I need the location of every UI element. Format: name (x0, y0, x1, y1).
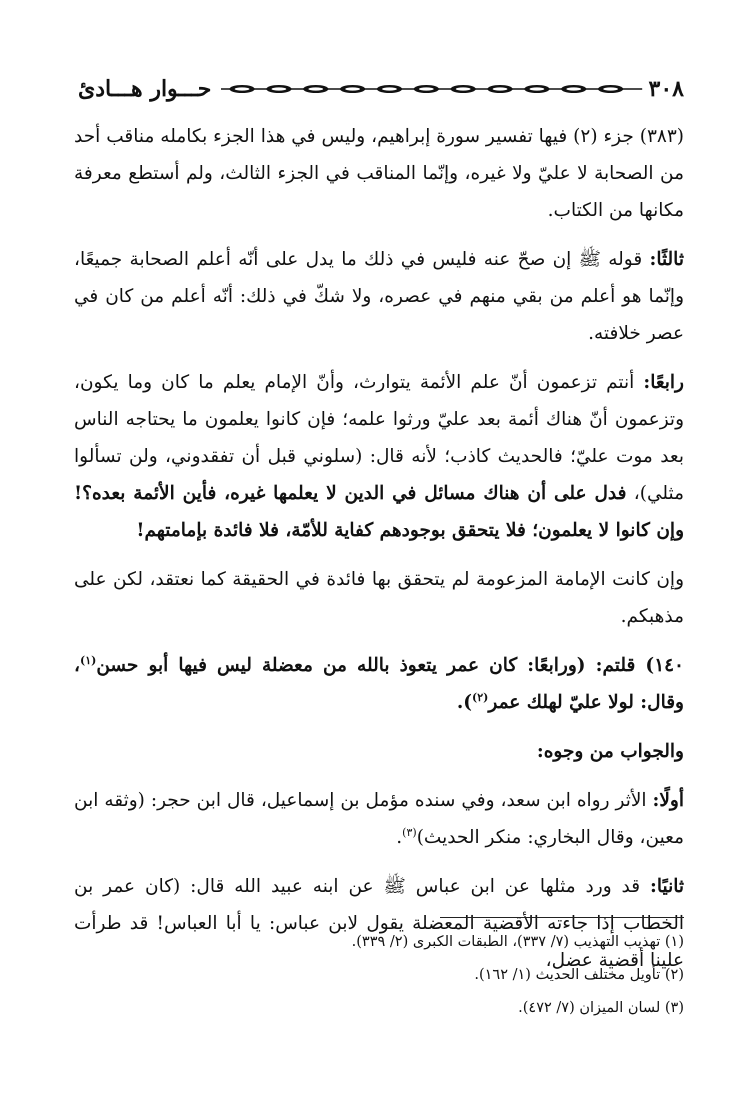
paragraph-text: . (396, 827, 403, 848)
main-text (74, 118, 684, 991)
paragraph-firstly (74, 782, 684, 856)
footnotes (74, 926, 684, 1025)
paragraph-lead: رابعًا: (643, 372, 684, 393)
paragraph-text: قوله ﷺ إن صحّ عنه فليس في ذلك ما يدل على أنّه أعلم الصحابة جميعًا، وإنّما هو أعلم من بقي منهم في عصره، ولا شكّ في ذلك: أنّه أعلم من كان في عصر خلافته. (74, 249, 684, 344)
footnote-ref-3[interactable]: (٣) (402, 825, 417, 839)
paragraph-lead: ثانيًا: (650, 876, 685, 897)
footnote-divider (440, 917, 684, 918)
ornament-divider-icon (221, 82, 642, 96)
paragraph-lead: أولًا: (652, 790, 684, 811)
paragraph-text: (ورابعًا: كان عمر يتعوذ بالله من معضلة ليس فيها أبو حسن (96, 655, 586, 676)
paragraph-text: ، وقال: لولا عليّ لهلك عمر (74, 655, 684, 713)
paragraph-lead: ١٤٠) قلتم: (595, 655, 684, 676)
footnote-item: (٣) لسان الميزان (٧/ ٤٧٢). (518, 1000, 684, 1016)
footnote-item: (٢) تأويل مختلف الحديث (١/ ١٦٢). (474, 967, 684, 983)
paragraph-text: ). (456, 692, 473, 713)
paragraph-note-383: (٣٨٣) جزء (٢) فيها تفسير سورة إبراهيم، وليس في هذا الجزء بكامله مناقب أحد من الصحابة لا عليّ ولا غيره، وإنّما المناقب في الجزء الثالث، ولم أستطع معرفة مكانها من الكتاب. (74, 126, 684, 221)
paragraph-answer-heading: والجواب من وجوه: (536, 741, 684, 762)
paragraph-quote-140 (74, 647, 684, 721)
paragraph-fourthly (74, 364, 684, 549)
paragraph-text: الأثر رواه ابن سعد، وفي سنده مؤمل بن إسماعيل، قال ابن حجر: (وثقه ابن معين، وقال البخاري: منكر الحديث) (74, 790, 684, 848)
paragraph-lead: ثالثًا: (649, 249, 684, 270)
footnote-item: (١) تهذيب التهذيب (٧/ ٣٣٧)، الطبقات الكبرى (٢/ ٣٣٩). (351, 934, 684, 950)
page-number: ٣٠٨ (648, 76, 684, 102)
paragraph-bold-text: فدل على أن هناك مسائل في الدين لا يعلمها غيره، فأين الأئمة بعده؟! وإن كانوا لا يعلمون؛ فلا يتحقق بوجودهم كفاية للأمّة، فلا فائدة بإمامتهم! (74, 483, 684, 541)
paragraph-imamate: وإن كانت الإمامة المزعومة لم يتحقق بها فائدة في الحقيقة كما نعتقد، لكن على مذهبكم. (74, 569, 684, 627)
footnote-ref-1[interactable]: (١) (79, 653, 97, 667)
paragraph-text: أنتم تزعمون أنّ علم الأئمة يتوارث، وأنّ الإمام يعلم ما كان وما يكون، وتزعمون أنّ هناك أئمة بعد عليّ ورثوا علمه؛ فإن كانوا يعلمون ما يحتاجه الناس بعد موت عليّ؛ فالحديث كاذب؛ لأنه قال: (سلوني قبل أن تفقدوني، ولن تسألوا مثلي)، (74, 372, 684, 504)
footnote-ref-2[interactable]: (٢) (472, 690, 489, 704)
paragraph-text: قد ورد مثلها عن ابن عباس ﷺ عن ابنه عبيد الله قال: (كان عمر بن الخطاب إذا جاءته الأقضية المعضلة يقول لابن عباس: يا أبا العباس! قد طرأت علينا أقضية عضل، (74, 876, 684, 971)
book-title: حـــوار هـــادئ (78, 76, 212, 102)
paragraph-thirdly (74, 241, 684, 352)
running-header (78, 70, 684, 108)
